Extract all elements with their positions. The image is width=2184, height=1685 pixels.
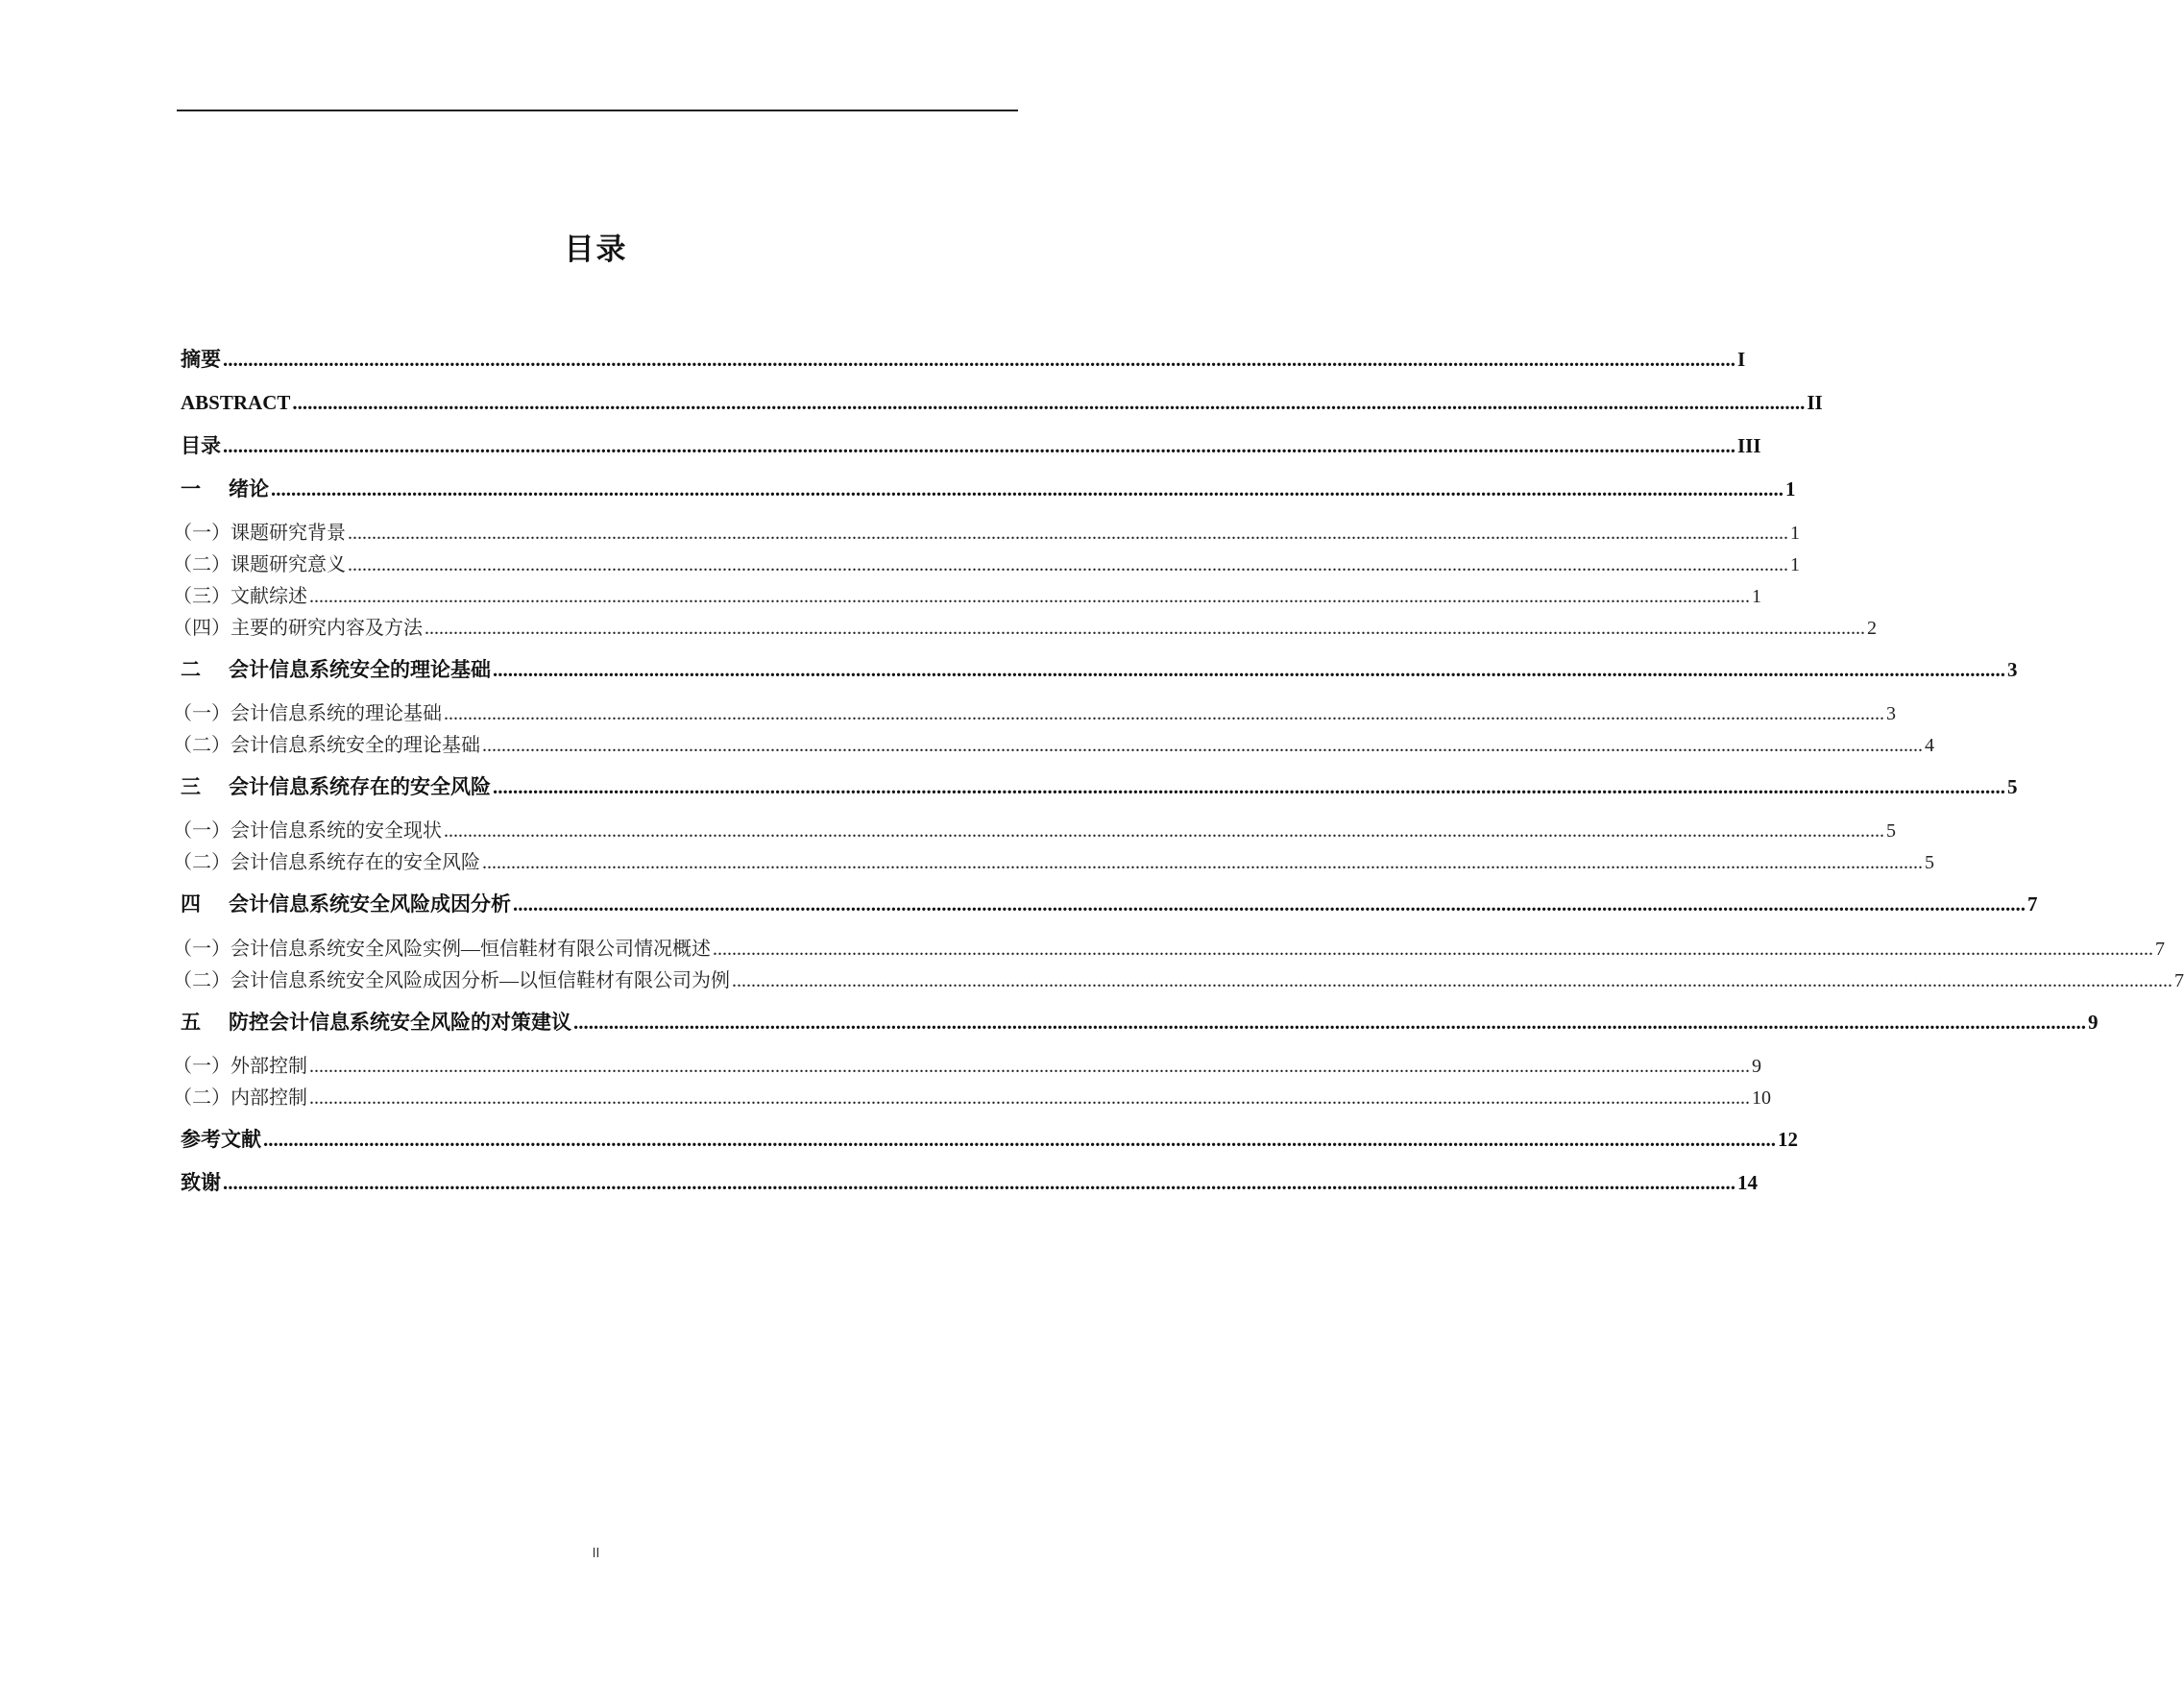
toc-entry-chapter-4[interactable] xyxy=(181,891,2038,917)
toc-entry-page: 14 xyxy=(1737,1171,1758,1194)
toc-section-number: （二） xyxy=(173,970,231,991)
toc-entry-contents[interactable] xyxy=(181,432,1761,459)
toc-entry-section-2-1[interactable] xyxy=(173,701,1896,726)
toc-entry-chapter-1[interactable] xyxy=(181,476,1796,502)
toc-section-number: （一） xyxy=(173,703,231,724)
toc-entry-label: 会计信息系统安全风险实例—恒信鞋材有限公司情况概述 xyxy=(231,939,711,960)
toc-entry-page: 9 xyxy=(2088,1011,2099,1034)
toc-entry-page: 7 xyxy=(2174,970,2184,991)
toc-entry-page: 3 xyxy=(1886,703,1896,724)
page-title: 目录 xyxy=(564,232,628,267)
toc-entry-chapter-5[interactable] xyxy=(181,1009,2099,1036)
toc-entry-abstract-cn[interactable] xyxy=(181,346,1746,373)
toc-dot-leader: ............................................................................................................................................................................................................................................................................................................ xyxy=(348,554,1788,575)
toc-entry-page: 7 xyxy=(2155,939,2165,960)
toc-dot-leader: ............................................................................................................................................................................................................................................................................................................ xyxy=(482,852,1923,873)
toc-dot-leader: ............................................................................................................................................................................................................................................................................................................ xyxy=(482,735,1923,756)
toc-entry-label: 会计信息系统安全的理论基础 xyxy=(229,658,491,681)
toc-entry-label: 外部控制 xyxy=(231,1056,307,1077)
toc-section-number: （二） xyxy=(173,1087,231,1109)
toc-entry-chapter-2[interactable] xyxy=(181,656,2018,683)
toc-entry-section-3-1[interactable] xyxy=(173,818,1896,843)
toc-entry-label: 会计信息系统安全风险成因分析 xyxy=(229,892,511,916)
toc-section-number: （一） xyxy=(173,820,231,842)
toc-entry-section-3-2[interactable] xyxy=(173,850,1934,875)
toc-chapter-number: 四 xyxy=(181,892,201,916)
header-rule xyxy=(177,110,1018,111)
toc-dot-leader: ............................................................................................................................................................................................................................................................................................................ xyxy=(493,775,2005,798)
toc-dot-leader: ............................................................................................................................................................................................................................................................................................................ xyxy=(425,618,1865,639)
toc-entry-page: 5 xyxy=(2007,775,2018,798)
toc-entry-page: I xyxy=(1737,348,1746,371)
toc-chapter-number: 五 xyxy=(181,1011,201,1034)
toc-entry-label: 参考文献 xyxy=(181,1128,261,1151)
toc-entry-chapter-3[interactable] xyxy=(181,773,2018,800)
toc-section-number: （二） xyxy=(173,852,231,873)
toc-entry-page: 1 xyxy=(1790,523,1800,544)
toc-entry-acknowledgements[interactable] xyxy=(181,1169,1758,1196)
toc-entry-label: 课题研究背景 xyxy=(231,523,346,544)
toc-entry-page: 12 xyxy=(1778,1128,1798,1151)
toc-entry-label: 防控会计信息系统安全风险的对策建议 xyxy=(229,1011,571,1034)
toc-section-number: （二） xyxy=(173,735,231,756)
toc-entry-abstract-en[interactable] xyxy=(181,389,1823,416)
toc-section-number: （一） xyxy=(173,1056,231,1077)
toc-entry-section-1-2[interactable] xyxy=(173,552,1800,577)
toc-entry-page: 7 xyxy=(2027,892,2038,916)
page-number: II xyxy=(592,1547,600,1561)
toc-chapter-number: 一 xyxy=(181,477,201,501)
toc-entry-section-5-1[interactable] xyxy=(173,1054,1761,1079)
toc-section-number: （三） xyxy=(173,586,231,607)
toc-dot-leader: ............................................................................................................................................................................................................................................................................................................ xyxy=(309,586,1750,607)
toc-dot-leader: ............................................................................................................................................................................................................................................................................................................ xyxy=(223,434,1735,457)
toc-dot-leader: ............................................................................................................................................................................................................................................................................................................ xyxy=(348,523,1788,544)
toc-section-number: （二） xyxy=(173,554,231,575)
toc-dot-leader: ............................................................................................................................................................................................................................................................................................................ xyxy=(309,1056,1750,1077)
toc-entry-label: 课题研究意义 xyxy=(231,554,346,575)
toc-entry-page: 5 xyxy=(1925,852,1934,873)
toc-entry-label: 会计信息系统的理论基础 xyxy=(231,703,442,724)
toc-dot-leader: ............................................................................................................................................................................................................................................................................................................ xyxy=(292,391,1806,414)
toc-entry-references[interactable] xyxy=(181,1126,1798,1153)
toc-entry-section-1-4[interactable] xyxy=(173,616,1877,641)
toc-entry-label: 内部控制 xyxy=(231,1087,307,1109)
toc-dot-leader: ............................................................................................................................................................................................................................................................................................................ xyxy=(444,820,1884,842)
toc-entry-page: 10 xyxy=(1752,1087,1771,1109)
toc-entry-section-1-1[interactable] xyxy=(173,521,1800,546)
toc-dot-leader: ............................................................................................................................................................................................................................................................................................................ xyxy=(513,892,2026,916)
toc-entry-label: 会计信息系统的安全现状 xyxy=(231,820,442,842)
toc-entry-page: 1 xyxy=(1752,586,1761,607)
toc-entry-page: 4 xyxy=(1925,735,1934,756)
toc-entry-page: 2 xyxy=(1867,618,1877,639)
toc-entry-page: 3 xyxy=(2007,658,2018,681)
toc-entry-label: 会计信息系统安全的理论基础 xyxy=(231,735,480,756)
toc-entry-page: 1 xyxy=(1790,554,1800,575)
toc-section-number: （四） xyxy=(173,618,231,639)
toc-entry-label: 摘要 xyxy=(181,348,221,371)
toc-dot-leader: ............................................................................................................................................................................................................................................................................................................ xyxy=(573,1011,2086,1034)
toc-entry-label: 主要的研究内容及方法 xyxy=(231,618,423,639)
toc-entry-page: III xyxy=(1737,434,1761,457)
toc-dot-leader: ............................................................................................................................................................................................................................................................................................................ xyxy=(271,477,1784,501)
toc-entry-label: 会计信息系统存在的安全风险 xyxy=(231,852,480,873)
toc-entry-page: 9 xyxy=(1752,1056,1761,1077)
toc-entry-label: 目录 xyxy=(181,434,221,457)
toc-dot-leader: ............................................................................................................................................................................................................................................................................................................ xyxy=(493,658,2005,681)
toc-entry-label: 会计信息系统存在的安全风险 xyxy=(229,775,491,798)
toc-entry-section-4-1[interactable] xyxy=(173,937,2165,962)
toc-chapter-number: 三 xyxy=(181,775,201,798)
toc-dot-leader: ............................................................................................................................................................................................................................................................................................................ xyxy=(732,970,2172,991)
toc-dot-leader: ............................................................................................................................................................................................................................................................................................................ xyxy=(309,1087,1750,1109)
toc-entry-label: 文献综述 xyxy=(231,586,307,607)
toc-entry-section-5-2[interactable] xyxy=(173,1086,1771,1111)
toc-entry-page: 1 xyxy=(1785,477,1796,501)
toc-dot-leader: ............................................................................................................................................................................................................................................................................................................ xyxy=(713,939,2153,960)
toc-dot-leader: ............................................................................................................................................................................................................................................................................................................ xyxy=(223,1171,1735,1194)
toc-entry-label: ABSTRACT xyxy=(181,391,291,414)
toc-entry-section-2-2[interactable] xyxy=(173,733,1934,758)
toc-entry-page: II xyxy=(1807,391,1823,414)
toc-entry-label: 会计信息系统安全风险成因分析—以恒信鞋材有限公司为例 xyxy=(231,970,730,991)
toc-entry-label: 绪论 xyxy=(229,477,269,501)
toc-dot-leader: ............................................................................................................................................................................................................................................................................................................ xyxy=(263,1128,1776,1151)
toc-chapter-number: 二 xyxy=(181,658,201,681)
toc-section-number: （一） xyxy=(173,523,231,544)
toc-entry-section-4-2[interactable] xyxy=(173,968,2184,993)
toc-dot-leader: ............................................................................................................................................................................................................................................................................................................ xyxy=(223,348,1735,371)
toc-section-number: （一） xyxy=(173,939,231,960)
toc-dot-leader: ............................................................................................................................................................................................................................................................................................................ xyxy=(444,703,1884,724)
toc-entry-page: 5 xyxy=(1886,820,1896,842)
toc-entry-section-1-3[interactable] xyxy=(173,584,1761,609)
toc-entry-label: 致谢 xyxy=(181,1171,221,1194)
